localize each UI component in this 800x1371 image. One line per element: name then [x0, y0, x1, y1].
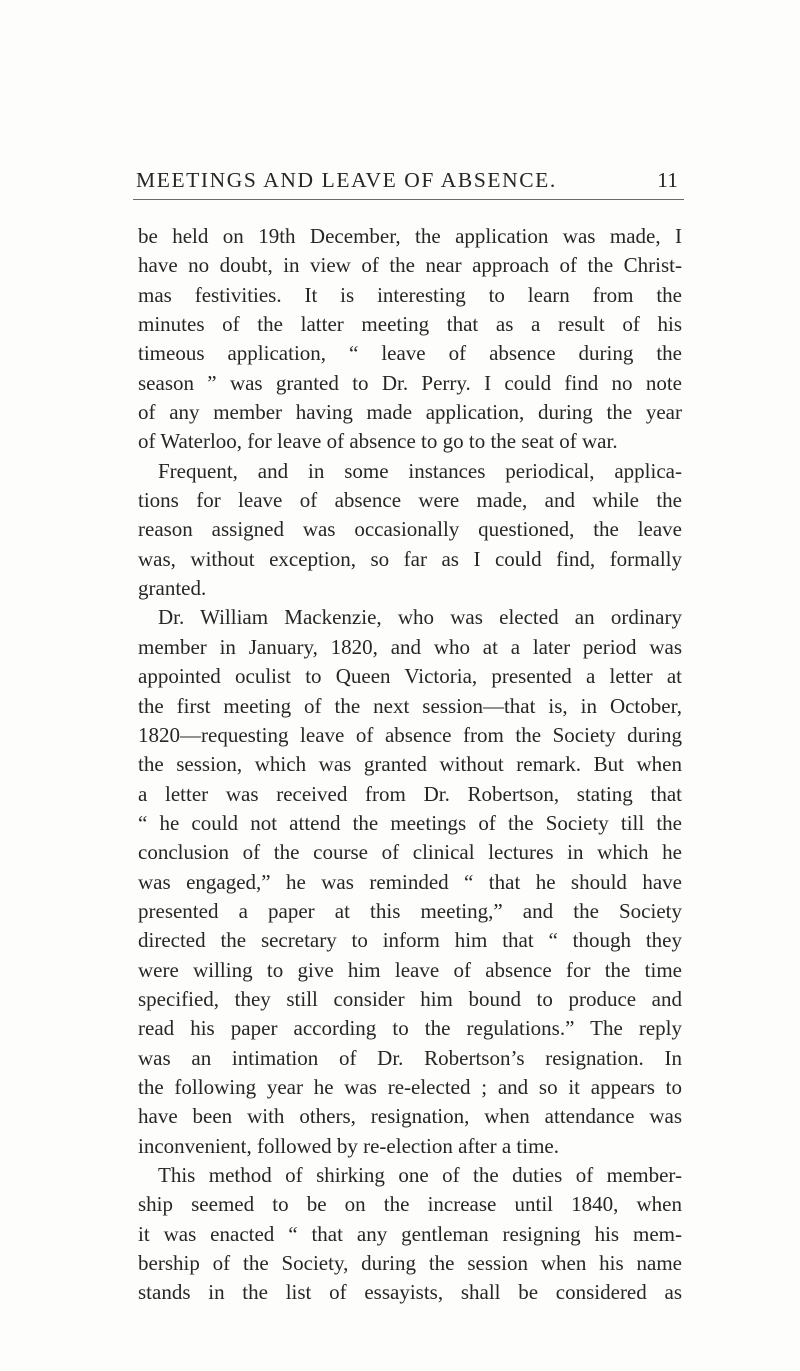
text-line: of any member having made application, during the year [138, 400, 682, 425]
text-line: specified, they still consider him bound to produce and [138, 986, 682, 1011]
text-line: the first meeting of the next session—that is, in October, [138, 693, 682, 718]
text-line: was, without exception, so far as I could find, formally [138, 546, 682, 571]
text-line: tions for leave of absence were made, and while the [138, 488, 682, 513]
text-line: be held on 19th December, the application was made, I [138, 224, 682, 248]
text-line: read his paper according to the regulations.” The reply [138, 1016, 682, 1041]
header-rule [133, 199, 684, 200]
page-number: 11 [657, 168, 678, 192]
text-line: conclusion of the course of clinical lectures in which he [138, 840, 682, 865]
text-line: season ” was granted to Dr. Perry. I could find no note [138, 370, 682, 395]
text-line: was engaged,” he was reminded “ that he should have [138, 869, 682, 894]
text-line: ship seemed to be on the increase until 1840, when [138, 1192, 682, 1217]
text-line: were willing to give him leave of absence for the time [138, 957, 682, 982]
text-line: member in January, 1820, and who at a later period was [138, 634, 682, 659]
running-head [136, 165, 678, 195]
text-line: bership of the Society, during the session when his name [138, 1251, 682, 1276]
text-line: timeous application, “ leave of absence during the [138, 341, 682, 366]
paragraph-start-line: Frequent, and in some instances periodical, applica- [158, 458, 682, 483]
paragraph-end-line: granted. [138, 576, 207, 601]
text-line: minutes of the latter meeting that as a result of his [138, 312, 682, 337]
text-line: the session, which was granted without remark. But when [138, 752, 682, 777]
text-line: mas festivities. It is interesting to learn from the [138, 282, 682, 307]
text-line: it was enacted “ that any gentleman resigning his mem- [138, 1221, 682, 1246]
text-line: a letter was received from Dr. Robertson, stating that [138, 781, 682, 806]
text-line: “ he could not attend the meetings of the Society till the [138, 810, 682, 835]
text-line: stands in the list of essayists, shall be considered as [138, 1280, 682, 1305]
text-line: appointed oculist to Queen Victoria, presented a letter at [138, 664, 682, 689]
paragraph-start-line: This method of shirking one of the duties of member- [158, 1163, 682, 1187]
text-line: 1820—requesting leave of absence from the Society during [138, 722, 682, 747]
text-line: the following year he was re-elected ; and so it appears to [138, 1074, 682, 1099]
paragraph-end-line: inconvenient, followed by re-election after a time. [138, 1133, 559, 1158]
text-line: have been with others, resignation, when attendance was [138, 1104, 682, 1129]
body-text [138, 222, 682, 1308]
text-line: presented a paper at this meeting,” and the Society [138, 898, 682, 923]
paragraph-start-line: Dr. William Mackenzie, who was elected an ordinary [158, 605, 682, 630]
text-line: directed the secretary to inform him that “ though they [138, 928, 682, 953]
text-line: was an intimation of Dr. Robertson’s resignation. In [138, 1045, 682, 1070]
running-title: MEETINGS AND LEAVE OF ABSENCE. [136, 168, 557, 192]
text-line: have no doubt, in view of the near approach of the Christ- [138, 253, 682, 278]
text-line: of Waterloo, for leave of absence to go to the seat of war. [138, 429, 618, 454]
text-line: reason assigned was occasionally questioned, the leave [138, 517, 682, 542]
